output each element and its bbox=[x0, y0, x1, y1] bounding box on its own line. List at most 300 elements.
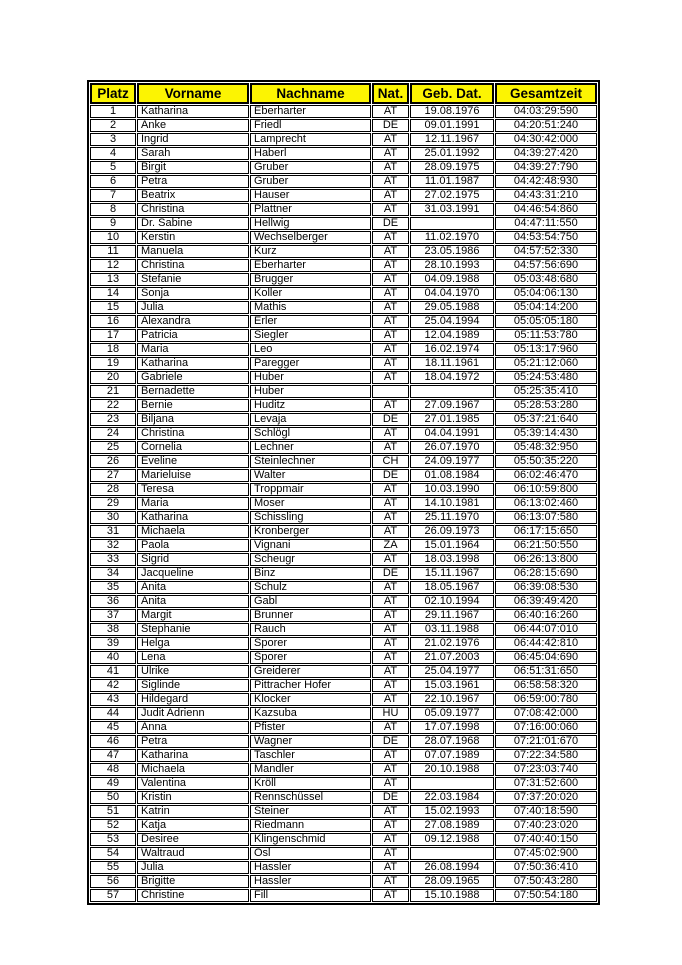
cell-vorname: Alexandra bbox=[137, 315, 249, 328]
cell-geb-dat: 16.02.1974 bbox=[410, 343, 494, 356]
cell-gesamtzeit: 07:22:34:580 bbox=[495, 749, 597, 762]
cell-vorname: Paola bbox=[137, 539, 249, 552]
cell-vorname: Biljana bbox=[137, 413, 249, 426]
cell-geb-dat: 28.07.1968 bbox=[410, 735, 494, 748]
cell-geb-dat: 15.11.1967 bbox=[410, 567, 494, 580]
cell-platz: 53 bbox=[90, 833, 136, 846]
cell-platz: 50 bbox=[90, 791, 136, 804]
cell-platz: 4 bbox=[90, 147, 136, 160]
cell-gesamtzeit: 06:17:15:650 bbox=[495, 525, 597, 538]
cell-nachname: Gabl bbox=[250, 595, 371, 608]
table-row bbox=[90, 343, 597, 356]
cell-nat: AT bbox=[372, 287, 409, 300]
cell-platz: 52 bbox=[90, 819, 136, 832]
cell-platz: 8 bbox=[90, 203, 136, 216]
cell-platz: 35 bbox=[90, 581, 136, 594]
cell-vorname: Kristin bbox=[137, 791, 249, 804]
cell-geb-dat: 25.04.1994 bbox=[410, 315, 494, 328]
table-row bbox=[90, 707, 597, 720]
table-row bbox=[90, 371, 597, 384]
cell-gesamtzeit: 06:10:59:800 bbox=[495, 483, 597, 496]
cell-platz: 5 bbox=[90, 161, 136, 174]
cell-vorname: Julia bbox=[137, 301, 249, 314]
cell-platz: 34 bbox=[90, 567, 136, 580]
cell-nachname: Huditz bbox=[250, 399, 371, 412]
cell-platz: 25 bbox=[90, 441, 136, 454]
cell-gesamtzeit: 07:50:36:410 bbox=[495, 861, 597, 874]
table-row bbox=[90, 875, 597, 888]
cell-gesamtzeit: 07:40:40:150 bbox=[495, 833, 597, 846]
cell-geb-dat: 15.01.1964 bbox=[410, 539, 494, 552]
table-row bbox=[90, 679, 597, 692]
cell-geb-dat bbox=[410, 217, 494, 230]
table-row bbox=[90, 623, 597, 636]
table-row bbox=[90, 259, 597, 272]
cell-nachname: Siegler bbox=[250, 329, 371, 342]
cell-nachname: Osl bbox=[250, 847, 371, 860]
cell-gesamtzeit: 04:57:56:690 bbox=[495, 259, 597, 272]
table-row bbox=[90, 385, 597, 398]
table-row bbox=[90, 651, 597, 664]
cell-platz: 33 bbox=[90, 553, 136, 566]
cell-gesamtzeit: 05:03:48:680 bbox=[495, 273, 597, 286]
table-row bbox=[90, 203, 597, 216]
table-row bbox=[90, 287, 597, 300]
cell-vorname: Julia bbox=[137, 861, 249, 874]
table-row bbox=[90, 735, 597, 748]
cell-geb-dat: 22.03.1984 bbox=[410, 791, 494, 804]
cell-gesamtzeit: 06:40:16:260 bbox=[495, 609, 597, 622]
cell-nat: DE bbox=[372, 567, 409, 580]
cell-platz: 27 bbox=[90, 469, 136, 482]
cell-nachname: Lamprecht bbox=[250, 133, 371, 146]
cell-nat: AT bbox=[372, 651, 409, 664]
cell-vorname: Michaela bbox=[137, 763, 249, 776]
cell-nachname: Koller bbox=[250, 287, 371, 300]
cell-gesamtzeit: 07:23:03:740 bbox=[495, 763, 597, 776]
cell-gesamtzeit: 07:31:52:600 bbox=[495, 777, 597, 790]
cell-platz: 12 bbox=[90, 259, 136, 272]
cell-geb-dat: 29.05.1988 bbox=[410, 301, 494, 314]
cell-nachname: Pfister bbox=[250, 721, 371, 734]
cell-vorname: Michaela bbox=[137, 525, 249, 538]
cell-platz: 39 bbox=[90, 637, 136, 650]
cell-nachname: Scheugr bbox=[250, 553, 371, 566]
cell-vorname: Helga bbox=[137, 637, 249, 650]
cell-gesamtzeit: 06:59:00:780 bbox=[495, 693, 597, 706]
cell-vorname: Christina bbox=[137, 259, 249, 272]
cell-nat: AT bbox=[372, 105, 409, 118]
cell-nachname: Kröll bbox=[250, 777, 371, 790]
cell-gesamtzeit: 06:26:13:800 bbox=[495, 553, 597, 566]
cell-vorname: Manuela bbox=[137, 245, 249, 258]
cell-geb-dat: 15.10.1988 bbox=[410, 889, 494, 902]
cell-nat: AT bbox=[372, 511, 409, 524]
cell-nat: AT bbox=[372, 847, 409, 860]
cell-gesamtzeit: 05:13:17:960 bbox=[495, 343, 597, 356]
cell-gesamtzeit: 06:13:02:460 bbox=[495, 497, 597, 510]
cell-gesamtzeit: 04:57:52:330 bbox=[495, 245, 597, 258]
cell-platz: 28 bbox=[90, 483, 136, 496]
cell-vorname: Stephanie bbox=[137, 623, 249, 636]
cell-platz: 54 bbox=[90, 847, 136, 860]
cell-nat: AT bbox=[372, 371, 409, 384]
table-row bbox=[90, 805, 597, 818]
cell-nachname: Levaja bbox=[250, 413, 371, 426]
cell-nachname: Walter bbox=[250, 469, 371, 482]
cell-vorname: Sonja bbox=[137, 287, 249, 300]
cell-platz: 40 bbox=[90, 651, 136, 664]
table-row bbox=[90, 553, 597, 566]
cell-nat: AT bbox=[372, 441, 409, 454]
table-row bbox=[90, 399, 597, 412]
cell-platz: 14 bbox=[90, 287, 136, 300]
table-row bbox=[90, 161, 597, 174]
cell-nachname: Hassler bbox=[250, 861, 371, 874]
cell-geb-dat: 09.12.1988 bbox=[410, 833, 494, 846]
cell-platz: 41 bbox=[90, 665, 136, 678]
cell-nachname: Vignani bbox=[250, 539, 371, 552]
cell-nachname: Hauser bbox=[250, 189, 371, 202]
table-body bbox=[90, 105, 597, 902]
cell-nachname: Mandler bbox=[250, 763, 371, 776]
cell-nachname: Sporer bbox=[250, 651, 371, 664]
cell-nachname: Rauch bbox=[250, 623, 371, 636]
cell-gesamtzeit: 07:37:20:020 bbox=[495, 791, 597, 804]
cell-nat: AT bbox=[372, 133, 409, 146]
cell-geb-dat: 27.02.1975 bbox=[410, 189, 494, 202]
cell-nat: AT bbox=[372, 273, 409, 286]
cell-gesamtzeit: 07:21:01:670 bbox=[495, 735, 597, 748]
cell-gesamtzeit: 06:13:07:580 bbox=[495, 511, 597, 524]
table-row bbox=[90, 133, 597, 146]
cell-nat: AT bbox=[372, 161, 409, 174]
cell-nat: AT bbox=[372, 623, 409, 636]
cell-platz: 57 bbox=[90, 889, 136, 902]
cell-nat: AT bbox=[372, 357, 409, 370]
cell-nachname: Friedl bbox=[250, 119, 371, 132]
cell-gesamtzeit: 06:28:15:690 bbox=[495, 567, 597, 580]
table-row bbox=[90, 721, 597, 734]
cell-gesamtzeit: 06:02:46:470 bbox=[495, 469, 597, 482]
cell-nachname: Schlögl bbox=[250, 427, 371, 440]
cell-geb-dat: 12.11.1967 bbox=[410, 133, 494, 146]
cell-geb-dat: 19.08.1976 bbox=[410, 105, 494, 118]
cell-vorname: Birgit bbox=[137, 161, 249, 174]
cell-nat: AT bbox=[372, 301, 409, 314]
cell-platz: 23 bbox=[90, 413, 136, 426]
cell-nachname: Kurz bbox=[250, 245, 371, 258]
cell-vorname: Brigitte bbox=[137, 875, 249, 888]
cell-vorname: Anke bbox=[137, 119, 249, 132]
cell-platz: 55 bbox=[90, 861, 136, 874]
results-table bbox=[87, 80, 600, 905]
cell-nachname: Wechselberger bbox=[250, 231, 371, 244]
cell-vorname: Katharina bbox=[137, 105, 249, 118]
cell-nat: AT bbox=[372, 525, 409, 538]
cell-vorname: Christina bbox=[137, 203, 249, 216]
cell-vorname: Anna bbox=[137, 721, 249, 734]
cell-geb-dat: 21.07.2003 bbox=[410, 651, 494, 664]
cell-platz: 24 bbox=[90, 427, 136, 440]
table-row bbox=[90, 329, 597, 342]
cell-platz: 7 bbox=[90, 189, 136, 202]
cell-gesamtzeit: 06:39:49:420 bbox=[495, 595, 597, 608]
table-row bbox=[90, 693, 597, 706]
cell-vorname: Christine bbox=[137, 889, 249, 902]
cell-nat: AT bbox=[372, 665, 409, 678]
cell-nat: DE bbox=[372, 119, 409, 132]
cell-gesamtzeit: 06:44:07:010 bbox=[495, 623, 597, 636]
cell-nat: AT bbox=[372, 497, 409, 510]
cell-vorname: Dr. Sabine bbox=[137, 217, 249, 230]
cell-gesamtzeit: 05:24:53:480 bbox=[495, 371, 597, 384]
cell-nachname: Kazsuba bbox=[250, 707, 371, 720]
cell-platz: 6 bbox=[90, 175, 136, 188]
cell-nat: AT bbox=[372, 763, 409, 776]
cell-vorname: Hildegard bbox=[137, 693, 249, 706]
table-row bbox=[90, 833, 597, 846]
cell-geb-dat: 18.04.1972 bbox=[410, 371, 494, 384]
cell-nat: AT bbox=[372, 553, 409, 566]
column-header-geb-dat: Geb. Dat. bbox=[410, 83, 494, 104]
cell-gesamtzeit: 04:43:31:210 bbox=[495, 189, 597, 202]
table-row bbox=[90, 889, 597, 902]
cell-nat: AT bbox=[372, 315, 409, 328]
cell-geb-dat: 18.05.1967 bbox=[410, 581, 494, 594]
cell-vorname: Ingrid bbox=[137, 133, 249, 146]
table-row bbox=[90, 147, 597, 160]
cell-nachname: Eberharter bbox=[250, 259, 371, 272]
cell-geb-dat: 10.03.1990 bbox=[410, 483, 494, 496]
cell-geb-dat: 23.05.1986 bbox=[410, 245, 494, 258]
cell-nachname: Riedmann bbox=[250, 819, 371, 832]
table-row bbox=[90, 847, 597, 860]
cell-nachname: Fill bbox=[250, 889, 371, 902]
cell-vorname: Ulrike bbox=[137, 665, 249, 678]
cell-vorname: Margit bbox=[137, 609, 249, 622]
results-page bbox=[87, 80, 600, 905]
cell-geb-dat: 14.10.1981 bbox=[410, 497, 494, 510]
cell-gesamtzeit: 04:30:42:000 bbox=[495, 133, 597, 146]
cell-vorname: Katharina bbox=[137, 749, 249, 762]
table-row bbox=[90, 497, 597, 510]
cell-nachname: Hassler bbox=[250, 875, 371, 888]
cell-geb-dat: 20.10.1988 bbox=[410, 763, 494, 776]
cell-platz: 56 bbox=[90, 875, 136, 888]
cell-nat: AT bbox=[372, 819, 409, 832]
table-row bbox=[90, 427, 597, 440]
table-row bbox=[90, 217, 597, 230]
table-row bbox=[90, 819, 597, 832]
cell-geb-dat: 09.01.1991 bbox=[410, 119, 494, 132]
cell-gesamtzeit: 05:37:21:640 bbox=[495, 413, 597, 426]
cell-gesamtzeit: 04:42:48:930 bbox=[495, 175, 597, 188]
cell-vorname: Cornelia bbox=[137, 441, 249, 454]
cell-nachname: Troppmair bbox=[250, 483, 371, 496]
cell-nat: DE bbox=[372, 469, 409, 482]
cell-geb-dat: 26.09.1973 bbox=[410, 525, 494, 538]
cell-nat: ZA bbox=[372, 539, 409, 552]
cell-gesamtzeit: 05:48:32:950 bbox=[495, 441, 597, 454]
cell-gesamtzeit: 05:04:06:130 bbox=[495, 287, 597, 300]
cell-vorname: Sigrid bbox=[137, 553, 249, 566]
cell-nat: DE bbox=[372, 413, 409, 426]
cell-geb-dat: 17.07.1998 bbox=[410, 721, 494, 734]
cell-geb-dat bbox=[410, 385, 494, 398]
cell-platz: 11 bbox=[90, 245, 136, 258]
cell-nat: AT bbox=[372, 203, 409, 216]
cell-geb-dat: 18.11.1961 bbox=[410, 357, 494, 370]
cell-gesamtzeit: 04:03:29:590 bbox=[495, 105, 597, 118]
cell-vorname: Kerstin bbox=[137, 231, 249, 244]
table-row bbox=[90, 455, 597, 468]
cell-gesamtzeit: 05:11:53:780 bbox=[495, 329, 597, 342]
cell-gesamtzeit: 05:21:12:060 bbox=[495, 357, 597, 370]
cell-geb-dat: 28.09.1965 bbox=[410, 875, 494, 888]
cell-gesamtzeit: 06:51:31:650 bbox=[495, 665, 597, 678]
cell-nat: AT bbox=[372, 147, 409, 160]
table-row bbox=[90, 189, 597, 202]
table-row bbox=[90, 315, 597, 328]
cell-nachname: Schulz bbox=[250, 581, 371, 594]
table-row bbox=[90, 441, 597, 454]
cell-vorname: Maria bbox=[137, 497, 249, 510]
table-row bbox=[90, 581, 597, 594]
table-row bbox=[90, 595, 597, 608]
cell-geb-dat: 28.10.1993 bbox=[410, 259, 494, 272]
cell-gesamtzeit: 05:25:35:410 bbox=[495, 385, 597, 398]
cell-nachname: Sporer bbox=[250, 637, 371, 650]
cell-nachname: Wagner bbox=[250, 735, 371, 748]
cell-vorname: Desiree bbox=[137, 833, 249, 846]
cell-gesamtzeit: 07:40:23:020 bbox=[495, 819, 597, 832]
cell-vorname: Bernadette bbox=[137, 385, 249, 398]
cell-nachname: Haberl bbox=[250, 147, 371, 160]
cell-vorname: Katharina bbox=[137, 357, 249, 370]
cell-platz: 19 bbox=[90, 357, 136, 370]
cell-geb-dat: 25.01.1992 bbox=[410, 147, 494, 160]
cell-gesamtzeit: 06:45:04:690 bbox=[495, 651, 597, 664]
cell-nat: AT bbox=[372, 329, 409, 342]
cell-vorname: Siglinde bbox=[137, 679, 249, 692]
cell-nachname: Eberharter bbox=[250, 105, 371, 118]
cell-geb-dat: 31.03.1991 bbox=[410, 203, 494, 216]
cell-nachname: Rennschüssel bbox=[250, 791, 371, 804]
cell-platz: 21 bbox=[90, 385, 136, 398]
cell-nachname: Binz bbox=[250, 567, 371, 580]
cell-nat: AT bbox=[372, 721, 409, 734]
cell-geb-dat: 02.10.1994 bbox=[410, 595, 494, 608]
cell-platz: 13 bbox=[90, 273, 136, 286]
cell-geb-dat bbox=[410, 777, 494, 790]
cell-nachname: Hellwig bbox=[250, 217, 371, 230]
table-row bbox=[90, 119, 597, 132]
cell-platz: 2 bbox=[90, 119, 136, 132]
cell-vorname: Marieluise bbox=[137, 469, 249, 482]
cell-geb-dat: 27.09.1967 bbox=[410, 399, 494, 412]
cell-nat: AT bbox=[372, 581, 409, 594]
cell-vorname: Beatrix bbox=[137, 189, 249, 202]
cell-nat: AT bbox=[372, 399, 409, 412]
cell-vorname: Petra bbox=[137, 175, 249, 188]
table-row bbox=[90, 609, 597, 622]
cell-platz: 51 bbox=[90, 805, 136, 818]
cell-platz: 36 bbox=[90, 595, 136, 608]
cell-gesamtzeit: 04:39:27:420 bbox=[495, 147, 597, 160]
cell-platz: 49 bbox=[90, 777, 136, 790]
cell-geb-dat: 07.07.1989 bbox=[410, 749, 494, 762]
table-row bbox=[90, 539, 597, 552]
cell-platz: 44 bbox=[90, 707, 136, 720]
cell-nachname: Klingenschmid bbox=[250, 833, 371, 846]
cell-nat: AT bbox=[372, 693, 409, 706]
cell-platz: 48 bbox=[90, 763, 136, 776]
cell-vorname: Lena bbox=[137, 651, 249, 664]
cell-gesamtzeit: 05:04:14:200 bbox=[495, 301, 597, 314]
table-row bbox=[90, 175, 597, 188]
cell-geb-dat: 03.11.1988 bbox=[410, 623, 494, 636]
cell-geb-dat: 05.09.1977 bbox=[410, 707, 494, 720]
cell-geb-dat: 15.03.1961 bbox=[410, 679, 494, 692]
cell-nat: AT bbox=[372, 875, 409, 888]
cell-gesamtzeit: 04:46:54:860 bbox=[495, 203, 597, 216]
cell-vorname: Judit Adrienn bbox=[137, 707, 249, 720]
cell-nachname: Klocker bbox=[250, 693, 371, 706]
table-row bbox=[90, 749, 597, 762]
cell-gesamtzeit: 06:21:50:550 bbox=[495, 539, 597, 552]
cell-geb-dat: 11.01.1987 bbox=[410, 175, 494, 188]
cell-vorname: Petra bbox=[137, 735, 249, 748]
cell-geb-dat: 26.07.1970 bbox=[410, 441, 494, 454]
cell-platz: 16 bbox=[90, 315, 136, 328]
cell-platz: 38 bbox=[90, 623, 136, 636]
cell-vorname: Stefanie bbox=[137, 273, 249, 286]
cell-gesamtzeit: 07:45:02:900 bbox=[495, 847, 597, 860]
cell-gesamtzeit: 05:39:14:430 bbox=[495, 427, 597, 440]
cell-gesamtzeit: 04:47:11:550 bbox=[495, 217, 597, 230]
cell-platz: 17 bbox=[90, 329, 136, 342]
cell-gesamtzeit: 07:50:43:280 bbox=[495, 875, 597, 888]
cell-vorname: Jacqueline bbox=[137, 567, 249, 580]
column-header-nat: Nat. bbox=[372, 83, 409, 104]
cell-nachname: Plattner bbox=[250, 203, 371, 216]
cell-nachname: Kronberger bbox=[250, 525, 371, 538]
cell-gesamtzeit: 05:28:53:280 bbox=[495, 399, 597, 412]
cell-nachname: Greiderer bbox=[250, 665, 371, 678]
table-header bbox=[90, 83, 597, 104]
cell-nachname: Paregger bbox=[250, 357, 371, 370]
table-row bbox=[90, 567, 597, 580]
table-row bbox=[90, 231, 597, 244]
cell-nachname: Steiner bbox=[250, 805, 371, 818]
cell-nat: AT bbox=[372, 245, 409, 258]
cell-nat: DE bbox=[372, 791, 409, 804]
cell-nachname: Gruber bbox=[250, 161, 371, 174]
cell-nachname: Pittracher Hofer bbox=[250, 679, 371, 692]
column-header-platz: Platz bbox=[90, 83, 136, 104]
cell-nat: AT bbox=[372, 427, 409, 440]
table-row bbox=[90, 637, 597, 650]
cell-nat: AT bbox=[372, 259, 409, 272]
cell-vorname: Valentina bbox=[137, 777, 249, 790]
table-row bbox=[90, 273, 597, 286]
cell-nat: AT bbox=[372, 749, 409, 762]
cell-nat: AT bbox=[372, 175, 409, 188]
cell-platz: 26 bbox=[90, 455, 136, 468]
cell-geb-dat: 18.03.1998 bbox=[410, 553, 494, 566]
cell-gesamtzeit: 04:39:27:790 bbox=[495, 161, 597, 174]
